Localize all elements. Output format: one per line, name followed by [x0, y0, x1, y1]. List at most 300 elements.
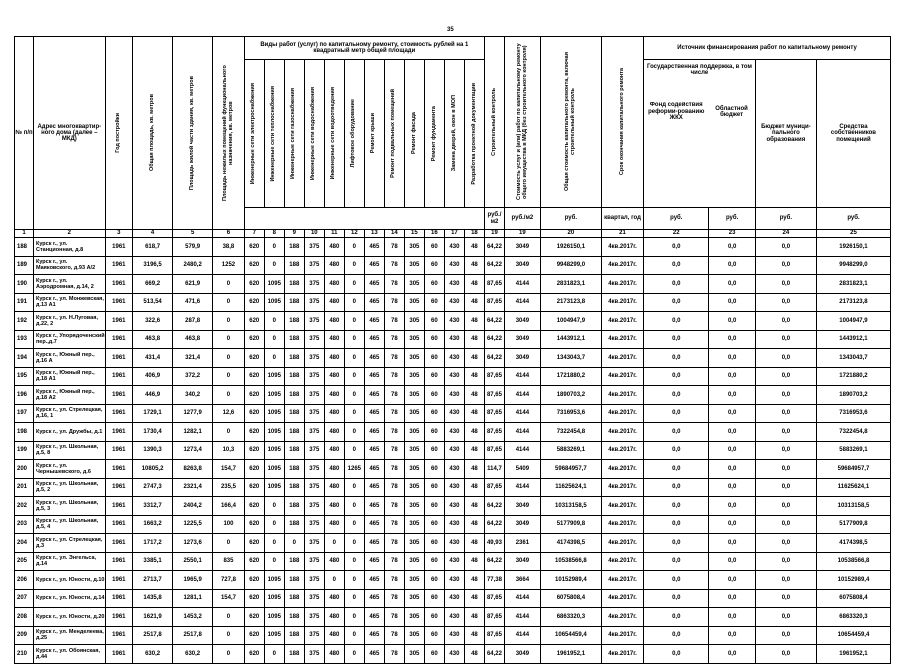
table-cell: 480	[324, 312, 344, 331]
unit-col22: руб.	[644, 208, 709, 230]
table-cell: 1961	[105, 626, 132, 645]
table-row	[15, 534, 891, 553]
table-cell: 0	[344, 645, 364, 664]
column-number: 22	[644, 230, 709, 238]
table-cell: 4144	[504, 478, 540, 497]
table-cell: 620	[244, 349, 264, 368]
table-cell: 0	[264, 534, 284, 553]
table-cell: 480	[324, 552, 344, 571]
table-cell: 305	[404, 386, 424, 405]
table-cell: 2321,4	[173, 478, 213, 497]
table-cell: 305	[404, 645, 424, 664]
table-cell: 465	[364, 423, 384, 442]
table-cell: 10313158,5	[816, 497, 890, 516]
column-number: 3	[105, 230, 132, 238]
table-cell: 620	[244, 293, 264, 312]
table-cell: 6863320,3	[816, 608, 890, 627]
table-cell: 4кв.2017г.	[601, 349, 643, 368]
address-cell: Курск г., ул. Обоянская, д.44	[33, 645, 105, 664]
table-cell: 1095	[264, 441, 284, 460]
table-row	[15, 460, 891, 479]
unit-col25: руб.	[816, 208, 890, 230]
table-cell: 1273,6	[173, 534, 213, 553]
table-cell: 60	[424, 626, 444, 645]
table-cell: 375	[304, 275, 324, 294]
table-cell: 620	[244, 312, 264, 331]
column-number: 23	[709, 230, 755, 238]
table-cell: 0	[344, 238, 364, 257]
table-cell: 0,0	[755, 312, 816, 331]
table-cell: 188	[284, 589, 304, 608]
table-cell: 305	[404, 626, 424, 645]
table-cell: 375	[304, 478, 324, 497]
table-cell: 1961	[105, 404, 132, 423]
table-cell: 375	[304, 608, 324, 627]
table-cell: 60	[424, 312, 444, 331]
table-cell: 375	[304, 515, 324, 534]
table-row	[15, 275, 891, 294]
table-cell: 1443912,1	[540, 330, 601, 349]
table-cell: 1095	[264, 275, 284, 294]
header-living-area: Площадь жилой части здания, кв. метров	[188, 75, 195, 191]
table-cell: 87,65	[484, 608, 504, 627]
table-cell: 60	[424, 367, 444, 386]
table-cell: 188	[284, 441, 304, 460]
column-number: 10	[304, 230, 324, 238]
table-cell: 1095	[264, 478, 284, 497]
address-cell: Курск г., ул. Школьная, д.5, 2	[33, 478, 105, 497]
table-cell: 48	[464, 626, 484, 645]
column-numbers-row	[15, 230, 891, 238]
table-cell: 48	[464, 256, 484, 275]
table-cell: 0	[213, 293, 245, 312]
table-row	[15, 589, 891, 608]
table-cell: 10805,2	[133, 460, 173, 479]
table-cell: 188	[15, 238, 34, 257]
table-cell: 0,0	[709, 423, 755, 442]
table-cell: 430	[444, 478, 464, 497]
table-cell: 835	[213, 552, 245, 571]
table-cell: 305	[404, 441, 424, 460]
table-cell: 0,0	[755, 330, 816, 349]
table-cell: 0,0	[755, 441, 816, 460]
table-cell: 430	[444, 441, 464, 460]
table-cell: 10654459,4	[540, 626, 601, 645]
table-cell: 10538566,8	[540, 552, 601, 571]
table-cell: 7322454,8	[816, 423, 890, 442]
table-cell: 480	[324, 497, 344, 516]
table-cell: 188	[284, 423, 304, 442]
table-row	[15, 367, 891, 386]
table-cell: 375	[304, 349, 324, 368]
table-cell: 59684957,7	[816, 460, 890, 479]
header-deadline: Срок окончания капитального ремонта	[618, 68, 625, 176]
table-cell: 1961	[105, 349, 132, 368]
table-cell: 48	[464, 293, 484, 312]
table-cell: 1961	[105, 293, 132, 312]
table-row	[15, 312, 891, 331]
table-cell: 3049	[504, 238, 540, 257]
address-cell: Курск г., ул. Юности, д.20	[33, 608, 105, 627]
column-number: 19	[504, 230, 540, 238]
table-cell: 0	[344, 608, 364, 627]
table-cell: 0,0	[644, 645, 709, 664]
table-cell: 375	[304, 645, 324, 664]
table-cell: 4174398,5	[816, 534, 890, 553]
table-cell: 60	[424, 608, 444, 627]
table-cell: 0	[213, 423, 245, 442]
column-number: 4	[133, 230, 173, 238]
table-cell: 0,0	[709, 552, 755, 571]
table-cell: 4144	[504, 589, 540, 608]
table-cell: 305	[404, 404, 424, 423]
table-cell: 59684957,7	[540, 460, 601, 479]
header-municipal: Бюджет муници-пального образования	[755, 59, 816, 207]
table-cell: 4кв.2017г.	[601, 460, 643, 479]
table-cell: 0,0	[755, 626, 816, 645]
column-number: 12	[344, 230, 364, 238]
table-cell: 4кв.2017г.	[601, 534, 643, 553]
table-cell: 430	[444, 552, 464, 571]
table-cell: 10654459,4	[816, 626, 890, 645]
table-cell: 3385,1	[133, 552, 173, 571]
column-number: 13	[364, 230, 384, 238]
table-cell: 196	[15, 386, 34, 405]
table-cell: 188	[284, 608, 304, 627]
table-cell: 78	[384, 497, 404, 516]
table-row	[15, 404, 891, 423]
table-cell: 1721880,2	[540, 367, 601, 386]
table-cell: 114,7	[484, 460, 504, 479]
table-cell: 0,0	[644, 478, 709, 497]
table-cell: 0,0	[709, 460, 755, 479]
address-cell: Курск г., ул. Школьная, д.5, 8	[33, 441, 105, 460]
unit-col23: руб.	[709, 208, 755, 230]
table-cell: 78	[384, 571, 404, 590]
table-cell: 209	[15, 626, 34, 645]
table-cell: 1961	[105, 312, 132, 331]
table-cell: 305	[404, 293, 424, 312]
table-cell: 431,4	[133, 349, 173, 368]
table-cell: 4кв.2017г.	[601, 367, 643, 386]
table-cell: 620	[244, 238, 264, 257]
table-cell: 1225,5	[173, 515, 213, 534]
table-row	[15, 256, 891, 275]
table-cell: 87,65	[484, 293, 504, 312]
table-cell: 4кв.2017г.	[601, 571, 643, 590]
table-cell: 202	[15, 497, 34, 516]
unit-col19: руб./ м2	[484, 208, 504, 230]
table-cell: 188	[284, 460, 304, 479]
table-cell: 0	[324, 571, 344, 590]
address-cell: Курск г., Южный пер., д.18 А2	[33, 386, 105, 405]
address-cell: Курск г., ул. Чернышевского, д.6	[33, 460, 105, 479]
header-works-group: Виды работ (услуг) по капитальному ремонту, стоимость рублей на 1 квадратный метр общей площади	[244, 37, 484, 60]
table-cell: 64,22	[484, 497, 504, 516]
table-cell: 188	[284, 497, 304, 516]
table-cell: 2831823,1	[540, 275, 601, 294]
table-cell: 0	[344, 515, 364, 534]
table-cell: 64,22	[484, 552, 504, 571]
table-cell: 2747,3	[133, 478, 173, 497]
table-cell: 0,0	[755, 275, 816, 294]
table-cell: 620	[244, 460, 264, 479]
table-cell: 0,0	[709, 608, 755, 627]
table-cell: 305	[404, 312, 424, 331]
header-work-8: Ремонт подвальных помещений	[390, 88, 397, 178]
table-cell: 0	[344, 386, 364, 405]
table-cell: 620	[244, 386, 264, 405]
table-cell: 78	[384, 534, 404, 553]
header-year: Год постройки	[114, 113, 121, 153]
table-cell: 48	[464, 497, 484, 516]
table-cell: 1961	[105, 497, 132, 516]
table-cell: 4144	[504, 423, 540, 442]
table-cell: 0,0	[644, 589, 709, 608]
table-cell: 4кв.2017г.	[601, 238, 643, 257]
header-funding-group: Источник финансирования работ по капитальному ремонту	[644, 37, 891, 60]
table-cell: 0	[344, 349, 364, 368]
address-cell: Курск г., ул. Монжевская, д.13 А1	[33, 293, 105, 312]
table-cell: 1965,9	[173, 571, 213, 590]
header-nonres-area: Площадь нежилых помещений функционального назначения, кв. метров	[221, 65, 234, 201]
table-cell: 305	[404, 589, 424, 608]
table-cell: 620	[244, 404, 264, 423]
table-cell: 5177909,8	[816, 515, 890, 534]
table-cell: 0	[344, 275, 364, 294]
header-total-area: Общая площадь, кв. метров	[148, 94, 155, 172]
table-cell: 0,0	[709, 441, 755, 460]
table-cell: 48	[464, 330, 484, 349]
table-cell: 0,0	[644, 552, 709, 571]
table-cell: 1343043,7	[540, 349, 601, 368]
table-cell: 620	[244, 423, 264, 442]
table-cell: 513,54	[133, 293, 173, 312]
table-cell: 620	[244, 608, 264, 627]
table-cell: 465	[364, 386, 384, 405]
table-cell: 465	[364, 312, 384, 331]
table-cell: 0,0	[709, 293, 755, 312]
table-cell: 0	[213, 608, 245, 627]
table-cell: 430	[444, 312, 464, 331]
table-cell: 78	[384, 589, 404, 608]
table-cell: 4кв.2017г.	[601, 497, 643, 516]
table-cell: 1095	[264, 404, 284, 423]
header-work-12: Разработка проектной документации	[470, 82, 477, 185]
table-cell: 0	[264, 256, 284, 275]
table-cell: 465	[364, 330, 384, 349]
table-cell: 64,22	[484, 645, 504, 664]
table-cell: 49,93	[484, 534, 504, 553]
table-cell: 465	[364, 349, 384, 368]
table-cell: 430	[444, 349, 464, 368]
table-cell: 0	[344, 256, 364, 275]
table-cell: 60	[424, 238, 444, 257]
table-cell: 1961	[105, 256, 132, 275]
table-cell: 0,0	[709, 312, 755, 331]
table-cell: 620	[244, 645, 264, 664]
table-cell: 3049	[504, 256, 540, 275]
table-cell: 375	[304, 293, 324, 312]
table-cell: 465	[364, 404, 384, 423]
table-cell: 1961	[105, 367, 132, 386]
table-cell: 78	[384, 386, 404, 405]
header-owners: Средства собственников помещений	[816, 59, 890, 207]
table-cell: 2517,8	[133, 626, 173, 645]
table-cell: 406,9	[133, 367, 173, 386]
table-cell: 10,3	[213, 441, 245, 460]
table-cell: 480	[324, 626, 344, 645]
table-row	[15, 441, 891, 460]
table-cell: 2173123,8	[816, 293, 890, 312]
table-cell: 0,0	[644, 312, 709, 331]
table-cell: 3049	[504, 312, 540, 331]
table-cell: 465	[364, 256, 384, 275]
address-cell: Курск г., ул. Юности, д.14	[33, 589, 105, 608]
table-cell: 375	[304, 238, 324, 257]
table-cell: 11625624,1	[540, 478, 601, 497]
capital-repair-table	[14, 36, 891, 664]
table-cell: 4кв.2017г.	[601, 608, 643, 627]
table-cell: 321,4	[173, 349, 213, 368]
table-cell: 1721880,2	[816, 367, 890, 386]
table-cell: 3049	[504, 515, 540, 534]
table-cell: 0	[344, 571, 364, 590]
table-cell: 201	[15, 478, 34, 497]
table-cell: 3196,5	[133, 256, 173, 275]
table-cell: 1095	[264, 293, 284, 312]
table-cell: 60	[424, 534, 444, 553]
table-cell: 189	[15, 256, 34, 275]
unit-col21: квартал, год	[601, 208, 643, 230]
table-cell: 480	[324, 367, 344, 386]
table-row	[15, 238, 891, 257]
table-cell: 60	[424, 515, 444, 534]
table-cell: 375	[304, 330, 324, 349]
table-cell: 0,0	[709, 386, 755, 405]
table-cell: 0	[264, 497, 284, 516]
table-cell: 480	[324, 608, 344, 627]
table-cell: 3312,7	[133, 497, 173, 516]
table-cell: 60	[424, 256, 444, 275]
column-number: 1	[15, 230, 34, 238]
table-cell: 87,65	[484, 478, 504, 497]
address-cell: Курск г., ул. Менделеева, д.25	[33, 626, 105, 645]
table-cell: 0,0	[755, 497, 816, 516]
table-cell: 305	[404, 497, 424, 516]
table-cell: 4кв.2017г.	[601, 386, 643, 405]
table-cell: 430	[444, 497, 464, 516]
table-cell: 463,8	[173, 330, 213, 349]
table-cell: 1273,4	[173, 441, 213, 460]
table-cell: 0,0	[644, 386, 709, 405]
table-cell: 2480,2	[173, 256, 213, 275]
table-cell: 87,65	[484, 404, 504, 423]
table-cell: 197	[15, 404, 34, 423]
table-cell: 0,0	[709, 238, 755, 257]
table-cell: 0,0	[709, 497, 755, 516]
table-cell: 60	[424, 423, 444, 442]
table-cell: 2404,2	[173, 497, 213, 516]
table-cell: 4144	[504, 441, 540, 460]
table-cell: 200	[15, 460, 34, 479]
table-cell: 64,22	[484, 256, 504, 275]
table-cell: 48	[464, 367, 484, 386]
table-cell: 0,0	[644, 404, 709, 423]
table-cell: 0,0	[755, 460, 816, 479]
table-cell: 78	[384, 404, 404, 423]
header-regional: Областной бюджет	[715, 105, 748, 118]
table-cell: 0	[344, 293, 364, 312]
table-cell: 10538566,8	[816, 552, 890, 571]
table-cell: 78	[384, 312, 404, 331]
table-cell: 0,0	[644, 367, 709, 386]
table-cell: 480	[324, 238, 344, 257]
table-cell: 60	[424, 497, 444, 516]
table-cell: 188	[284, 367, 304, 386]
column-number: 14	[384, 230, 404, 238]
table-cell: 620	[244, 552, 264, 571]
table-cell: 0,0	[644, 626, 709, 645]
table-cell: 1961	[105, 238, 132, 257]
table-cell: 0	[213, 275, 245, 294]
table-cell: 0	[213, 312, 245, 331]
table-cell: 6075808,4	[540, 589, 601, 608]
table-cell: 305	[404, 460, 424, 479]
table-cell: 48	[464, 478, 484, 497]
table-cell: 0	[213, 330, 245, 349]
table-cell: 1961	[105, 386, 132, 405]
table-cell: 2831823,1	[816, 275, 890, 294]
table-cell: 305	[404, 367, 424, 386]
table-cell: 48	[464, 534, 484, 553]
table-cell: 465	[364, 552, 384, 571]
table-cell: 305	[404, 478, 424, 497]
table-row	[15, 608, 891, 627]
table-cell: 10313158,5	[540, 497, 601, 516]
column-number: 21	[601, 230, 643, 238]
header-work-9: Ремонт фасада	[410, 112, 417, 155]
table-cell: 205	[15, 552, 34, 571]
table-cell: 48	[464, 571, 484, 590]
table-cell: 0	[213, 645, 245, 664]
column-number: 15	[404, 230, 424, 238]
table-cell: 4кв.2017г.	[601, 423, 643, 442]
table-cell: 465	[364, 515, 384, 534]
table-cell: 0	[264, 238, 284, 257]
header-work-11: Замена дверей, окон в МОП	[450, 95, 457, 172]
table-cell: 7316953,6	[816, 404, 890, 423]
table-cell: 1390,3	[133, 441, 173, 460]
table-cell: 0	[264, 552, 284, 571]
table-cell: 48	[464, 238, 484, 257]
table-row	[15, 497, 891, 516]
table-cell: 0,0	[755, 386, 816, 405]
table-cell: 198	[15, 423, 34, 442]
table-cell: 78	[384, 608, 404, 627]
table-cell: 1961	[105, 608, 132, 627]
table-cell: 0	[264, 645, 284, 664]
table-cell: 0	[344, 404, 364, 423]
table-cell: 1095	[264, 589, 284, 608]
table-cell: 465	[364, 534, 384, 553]
table-cell: 1621,9	[133, 608, 173, 627]
address-cell: Курск г., ул. Школьная, д.5, 4	[33, 515, 105, 534]
table-cell: 0,0	[709, 478, 755, 497]
table-cell: 375	[304, 404, 324, 423]
table-cell: 64,22	[484, 312, 504, 331]
table-cell: 87,65	[484, 275, 504, 294]
